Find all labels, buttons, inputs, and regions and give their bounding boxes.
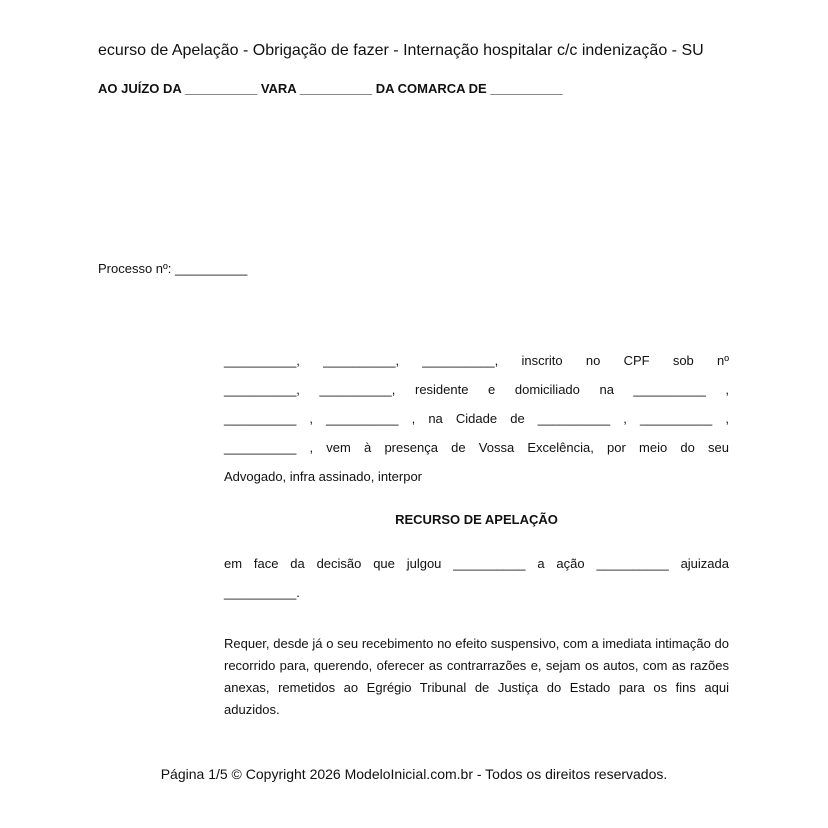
decision-line: em face da decisão que julgou __________ a ação __________ ajuizada (224, 556, 729, 571)
qualification-line: __________ , __________ , na Cidade de __________ , __________ , (224, 411, 729, 426)
process-number: Processo nº: __________ (98, 261, 248, 276)
qualification-line: __________ , vem à presença de Vossa Excelência, por meio do seu (224, 440, 729, 455)
request-paragraph: Requer, desde já o seu recebimento no efeito suspensivo, com a imediata intimação do recorrido para, querendo, oferecer as contrarrazões e, sejam os autos, com as razões anexas, remetidos ao Egrégio Tribunal de Justiça do Estado para os fins aqui aduzidos. (224, 636, 729, 717)
addressee-line: AO JUÍZO DA __________ VARA __________ DA COMARCA DE __________ (98, 81, 563, 96)
qualification-line: __________, __________, residente e domiciliado na __________ , (224, 382, 729, 397)
qualification-line: Advogado, infra assinado, interpor (224, 469, 423, 484)
qualification-paragraph (224, 346, 729, 491)
document-header-title: ecurso de Apelação - Obrigação de fazer - Internação hospitalar c/c indenização - SU (98, 42, 704, 59)
decision-line: __________. (224, 585, 300, 600)
decision-paragraph (224, 549, 729, 607)
qualification-line: __________, __________, __________, inscrito no CPF sob nº (224, 353, 729, 368)
appeal-title: RECURSO DE APELAÇÃO (395, 512, 558, 527)
page-footer: Página 1/5 © Copyright 2026 ModeloInicial.com.br - Todos os direitos reservados. (160, 766, 668, 782)
